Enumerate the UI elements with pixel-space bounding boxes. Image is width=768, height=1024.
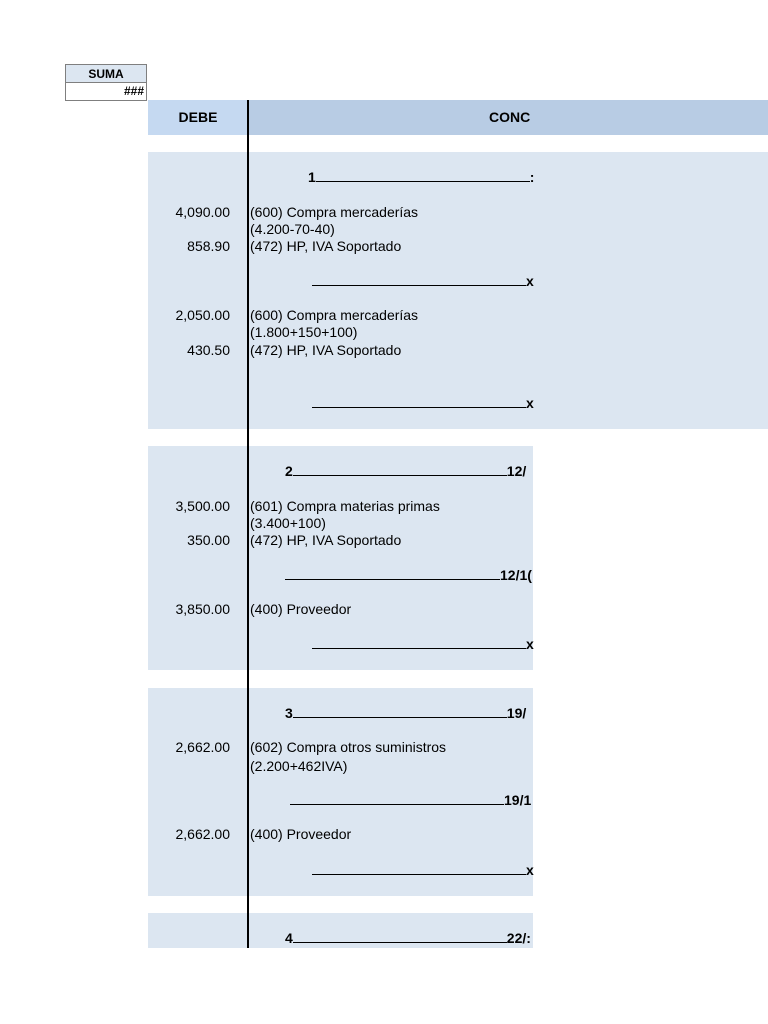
entry-2-date: 12/: [506, 463, 527, 479]
entry-3-end-line: x: [312, 862, 533, 878]
entry-3-line-1-note: (2.200+462IVA): [250, 758, 348, 774]
entry-2-header-line: [285, 463, 533, 479]
entry-1-line-3-account[interactable]: (600) Compra mercaderías: [250, 307, 419, 323]
suma-label: SUMA: [65, 64, 147, 83]
entry-1-line-4-amount[interactable]: 430.50: [187, 342, 230, 358]
entry-2-line-3-account[interactable]: (400) Proveedor: [250, 601, 352, 617]
entry-2-line-3-amount[interactable]: 3,850.00: [175, 601, 230, 617]
entry-1-number: 1: [308, 169, 316, 185]
entry-2-line-2-amount[interactable]: 350.00: [187, 532, 230, 548]
entry-1-line-1-amount[interactable]: 4,090.00: [175, 204, 230, 220]
entry-3-header-line: [285, 705, 533, 721]
entry-1-end-line: x: [312, 395, 533, 411]
header-concepto: [249, 100, 533, 135]
entry-2-mid-date: 12/1(: [500, 567, 532, 583]
entry-2-line-1-note: (3.400+100): [250, 515, 326, 531]
entry-1-mid-line: x: [312, 273, 533, 289]
header-debe: DEBE: [148, 100, 248, 135]
entry-3-line-2-account[interactable]: (400) Proveedor: [250, 826, 352, 842]
entry-1-line-2-amount[interactable]: 858.90: [187, 238, 230, 254]
entry-2-line-1-amount[interactable]: 3,500.00: [175, 498, 230, 514]
entry-1-line-1-account[interactable]: (600) Compra mercaderías: [250, 204, 419, 220]
entry-1-line-2-account[interactable]: (472) HP, IVA Soportado: [250, 238, 402, 254]
entry-1-header-line: 1 :: [308, 169, 535, 185]
suma-value[interactable]: ###: [65, 83, 147, 101]
entry-1-debe-cell: [148, 152, 248, 429]
entry-3-line-2-amount[interactable]: 2,662.00: [175, 826, 230, 842]
entry-3-debe-cell: [148, 688, 248, 896]
entry-3-date: 19/: [506, 705, 527, 721]
entry-3-number: 3: [285, 705, 293, 721]
entry-4-header-line: [285, 930, 533, 946]
header-concepto-label: CONC: [489, 109, 531, 125]
entry-3-mid-date: 19/1: [504, 792, 532, 808]
entry-3-line-1-account[interactable]: (602) Compra otros suministros: [250, 739, 447, 755]
entry-1-concepto-cell: [249, 152, 768, 429]
entry-2-end-line: x: [312, 636, 533, 652]
entry-3-line-1-amount[interactable]: 2,662.00: [175, 739, 230, 755]
entry-2-debe-cell: [148, 446, 248, 670]
entry-1-line-3-amount[interactable]: 2,050.00: [175, 307, 230, 323]
entry-4-date: 22/:: [506, 930, 531, 946]
entry-3-mid-line: [290, 792, 533, 808]
entry-4-debe-cell: [148, 913, 248, 948]
entry-2-mid-line: [285, 567, 533, 583]
entry-2-number: 2: [285, 463, 293, 479]
entry-1-line-3-note: (1.800+150+100): [250, 324, 358, 340]
entry-1-line-4-account[interactable]: (472) HP, IVA Soportado: [250, 342, 402, 358]
entry-2-line-2-account[interactable]: (472) HP, IVA Soportado: [250, 532, 402, 548]
entry-2-line-1-account[interactable]: (601) Compra materias primas: [250, 498, 440, 514]
entry-1-line-1-note: (4.200-70-40): [250, 221, 335, 237]
column-divider: [247, 100, 249, 948]
entry-4-number: 4: [285, 930, 293, 946]
